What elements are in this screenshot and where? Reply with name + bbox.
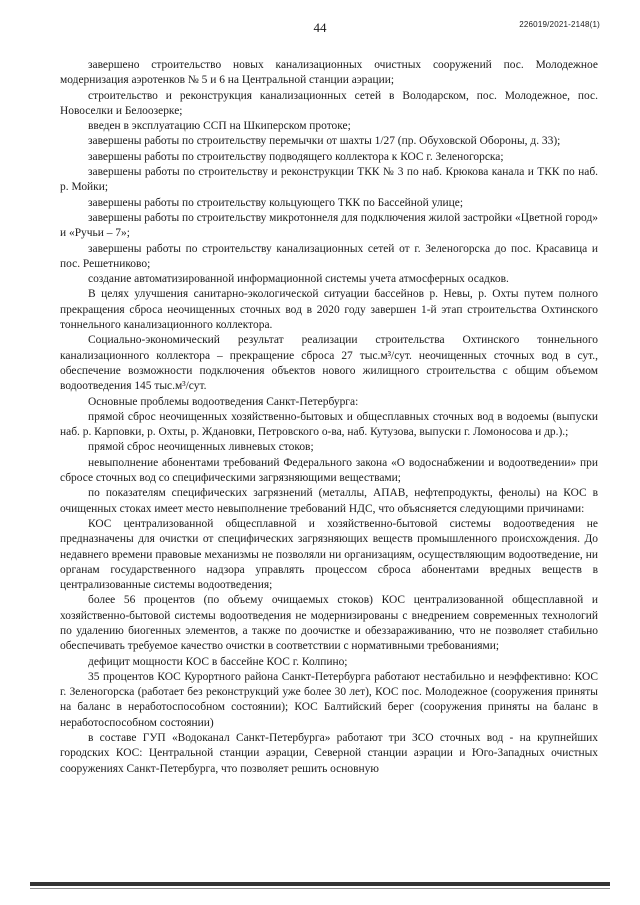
- paragraph: завершены работы по строительству перемычки от шахты 1/27 (пр. Обуховской Обороны, д. 33);: [88, 135, 561, 148]
- paragraph: строительство и реконструкция канализационных сетей в Володарском, пос. Молодежное, пос. Новоселки и Белоозерке;: [60, 89, 598, 117]
- paragraph: 35 процентов КОС Курортного района Санкт-Петербурга работают нестабильно и неэффективно: КОС г. Зеленогорска (работает без реконструкций уже более 30 лет), КОС пос. Молодежное (сооружения приняты на баланс в неработоспособном состоянии); КОС Балтийский берег (сооружения приняты на баланс в неработоспособном состоянии): [60, 670, 598, 729]
- page-number: 44: [313, 20, 327, 35]
- paragraph: В целях улучшения санитарно-экологической ситуации бассейнов р. Невы, р. Охты путем полного прекращения сброса неочищенных сточных вод в 2020 году завершен 1-й этап строительства Охтинского тоннельного канализационного коллектора.: [60, 288, 598, 332]
- paragraph: завершено строительство новых канализационных очистных сооружений пос. Молодежное модернизация аэротенков № 5 и 6 на Центральной станции аэрации;: [60, 59, 598, 87]
- paragraph: более 56 процентов (по объему очищаемых стоков) КОС централизованной общесплавной и хозяйственно-бытовой системы водоотведения не модернизированы с внедрением современных технологий по удалению биогенных элементов, а также по доочистке и обеззараживанию, что не позволяет стабильно обеспечивать требуемое качество очистки в соответствии с нормативными требованиями;: [60, 594, 598, 653]
- paragraph: невыполнение абонентами требований Федерального закона «О водоснабжении и водоотведении» при сбросе сточных вод со специфическими загрязняющими веществами;: [60, 456, 598, 485]
- paragraph: Основные проблемы водоотведения Санкт-Петербурга:: [88, 395, 359, 408]
- paragraph: прямой сброс неочищенных ливневых стоков;: [88, 441, 314, 454]
- bottom-scan-edge-thin: [30, 888, 610, 889]
- paragraph: завершены работы по строительству и реконструкции ТКК № 3 по наб. Крюкова канала и ТКК по наб. р. Мойки;: [60, 166, 598, 194]
- paragraph: завершены работы по строительству микротоннеля для подключения жилой застройки «Цветной город» и «Ручьи – 7»;: [60, 211, 598, 240]
- paragraph: завершены работы по строительству канализационных сетей от г. Зеленогорска до пос. Красавица и пос. Решетниково;: [60, 242, 598, 270]
- paragraph: по показателям специфических загрязнений (металлы, АПАВ, нефтепродукты, фенолы) на КОС в очищенных стоках имеет место невыполнение требований НДС, что объясняется следующими причинами:: [60, 487, 598, 515]
- paragraph: в составе ГУП «Водоканал Санкт-Петербурга» работают три ЗСО сточных вод - на крупнейших городских КОС: Центральной станции аэрации, Северной станции аэрации и Юго-Западных очистных сооружениях Санкт-Петербурга, что позволяет решить основную: [60, 732, 598, 775]
- document-body: [60, 58, 598, 777]
- paragraph: прямой сброс неочищенных хозяйственно-бытовых и общесплавных сточных вод в водоемы (выпуски наб. р. Карповки, р. Охты, р. Ждановки, Петровского о-ва, наб. Кутузова, выпуски г. Ломоносова и др.).;: [60, 410, 598, 439]
- document-id: 226019/2021-2148(1): [519, 20, 600, 29]
- paragraph: КОС централизованной общесплавной и хозяйственно-бытовой системы водоотведения не предназначены для очистки от специфических загрязняющих веществ промышленного происхождения. До недавнего времени правовые механизмы не позволяли ни организациям, осуществляющим водоотведение, ни органам государственного надзора управлять процессом сброса абонентами вредных веществ в централизованные системы водоотведения;: [60, 517, 598, 592]
- paragraph: дефицит мощности КОС в бассейне КОС г. Колпино;: [88, 655, 348, 668]
- paragraph: завершены работы по строительству подводящего коллектора к КОС г. Зеленогорска;: [88, 150, 504, 163]
- paragraph: создание автоматизированной информационной системы учета атмосферных осадков.: [88, 273, 509, 286]
- paragraph: завершены работы по строительству кольцующего ТКК по Бассейной улице;: [88, 196, 464, 209]
- paragraph: Социально-экономический результат реализации строительства Охтинского тоннельного канализационного коллектора – прекращение сброса 27 тыс.м³/сут. неочищенных сточных вод в сут., обеспечение возможности подключения объектов нового жилищного строительства с общим объемом водоотведения 145 тыс.м³/сут.: [60, 334, 598, 393]
- paragraph: введен в эксплуатацию ССП на Шкиперском протоке;: [88, 120, 351, 133]
- bottom-scan-edge: [30, 882, 610, 886]
